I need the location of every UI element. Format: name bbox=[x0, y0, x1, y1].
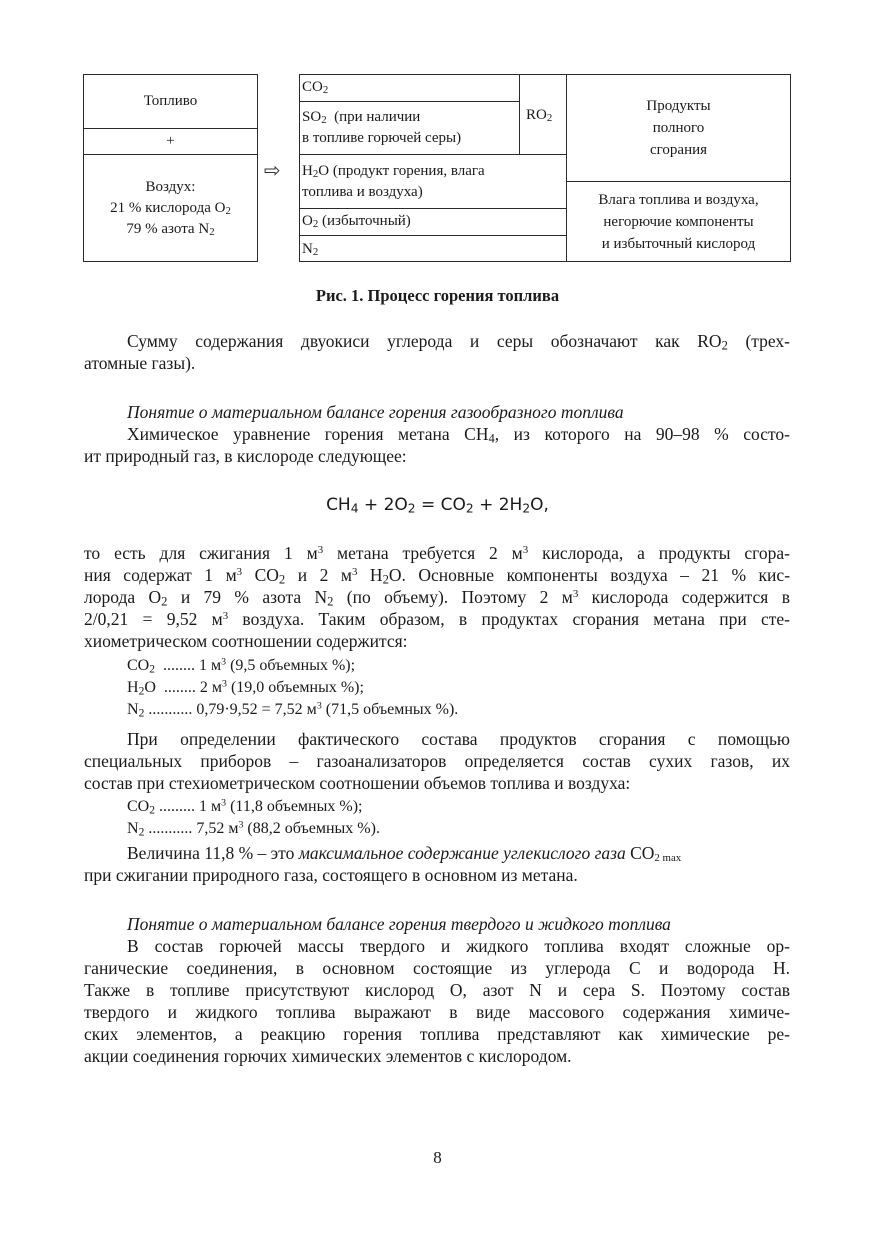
p3-line2: специальных приборов – газоанализаторов определяется состав сухих газов, их bbox=[84, 751, 790, 771]
s2-line2: ганические соединения, в основном состоящие из углерода C и водорода H. bbox=[84, 958, 790, 978]
p4-line1: Величина 11,8 % – это максимальное содержание углекислого газа $CO_{2 max}$ bbox=[127, 843, 682, 865]
methane-para-line2: ит природный газ, в кислороде следующее: bbox=[84, 446, 407, 466]
p2-line2: ния содержат 1 $м^3$ $CO_2$ и 2 $м^3$ $H_2O$. Основные компоненты воздуха – 21 % кис- bbox=[84, 565, 791, 587]
n2-row: $N_2$ bbox=[302, 241, 319, 259]
s2-line5: ских элементов, а реакцию горения топлива представляют как химические ре- bbox=[84, 1024, 790, 1044]
p2-line1: то есть для сжигания 1 $м^3$ метана требуется 2 $м^3$ кислорода, а продукты сгора- bbox=[84, 543, 790, 563]
p4-line2: при сжигании природного газа, состоящего в основном из метана. bbox=[84, 865, 578, 885]
moisture-box: Влага топлива и воздуха, негорючие компоненты и избыточный кислород bbox=[567, 181, 791, 262]
so2-row: $SO_2$ (при наличии bbox=[302, 109, 421, 127]
complete-combustion-box: Продукты полного сгорания bbox=[567, 74, 791, 182]
fuel-box bbox=[83, 74, 258, 129]
list-item: $H_2O$ ........ 2 $м^3$ (19,0 объемных %); bbox=[127, 678, 364, 698]
paragraph-ro2: Сумму содержания двуокиси углерода и серы обозначают как $RO_2$ (трех- bbox=[127, 331, 791, 353]
air-title: Воздух: bbox=[145, 178, 196, 195]
h2o-row-line2: топлива и воздуха) bbox=[302, 184, 423, 200]
plus-box bbox=[83, 128, 258, 155]
list-item: $CO_2$ ......... 1 $м^3$ (11,8 объемных %); bbox=[127, 797, 363, 817]
co2-row: $CO_2$ bbox=[302, 79, 329, 97]
air-nitrogen: 79 % азота $N_2$ bbox=[126, 220, 215, 238]
p2-line3: лорода $O_2$ и 79 % азота $N_2$ (по объему). Поэтому 2 $м^3$ кислорода содержится в bbox=[84, 587, 790, 609]
air-oxygen: 21 % кислорода $O_2$ bbox=[110, 199, 231, 217]
s2-line3: Также в топливе присутствуют кислород O, азот N и сера S. Поэтому состав bbox=[84, 980, 790, 1000]
section-heading-solid: Понятие о материальном балансе горения твердого и жидкого топлива bbox=[127, 914, 671, 934]
p2-line5: хиометрическом соотношении содержится: bbox=[84, 631, 408, 651]
list-item: $N_2$ ........... 0,79·9,52 = 7,52 $м^3$ (71,5 объемных %). bbox=[127, 700, 459, 720]
s2-line6: акции соединения горючих химических элементов с кислородом. bbox=[84, 1046, 572, 1066]
plus-sign: + bbox=[166, 132, 175, 149]
methane-para-line1: Химическое уравнение горения метана $CH_4$, из которого на 90–98 % состо- bbox=[127, 424, 790, 446]
ro2-label: $RO_2$ bbox=[526, 107, 553, 125]
section-heading-gas: Понятие о материальном балансе горения газообразного топлива bbox=[127, 402, 624, 422]
paragraph-ro2-line2: атомные газы). bbox=[84, 353, 196, 373]
methane-equation: $CH_4 + 2O_2 = CO_2 + 2H_2O$, bbox=[326, 495, 549, 516]
p3-line1: При определении фактического состава продуктов сгорания с помощью bbox=[127, 729, 790, 749]
page-number: 8 bbox=[433, 1148, 442, 1167]
figure-caption: Рис. 1. Процесс горения топлива bbox=[315, 286, 560, 305]
right-arrow-icon: ⇨ bbox=[264, 158, 281, 182]
fuel-label: Топливо bbox=[143, 93, 198, 109]
list-item: $N_2$ ........... 7,52 $м^3$ (88,2 объемных %). bbox=[127, 819, 380, 839]
list-item: $CO_2$ ........ 1 $м^3$ (9,5 объемных %); bbox=[127, 656, 356, 676]
s2-line1: В состав горючей массы твердого и жидкого топлива входят сложные ор- bbox=[127, 936, 790, 956]
p3-line3: состав при стехиометрическом соотношении объемов топлива и воздуха: bbox=[84, 773, 631, 793]
h2o-row: $H_2O$ (продукт горения, влага bbox=[302, 163, 485, 181]
so2-row-line2: в топливе горючей серы) bbox=[302, 130, 462, 146]
o2-row: $O_2$ (избыточный) bbox=[302, 213, 411, 231]
p2-line4: 2/0,21 = 9,52 $м^3$ воздуха. Таким образом, в продуктах сгорания метана при сте- bbox=[84, 609, 790, 629]
s2-line4: твердого и жидкого топлива выражают в виде массового содержания химиче- bbox=[84, 1002, 790, 1022]
air-box bbox=[83, 154, 258, 262]
